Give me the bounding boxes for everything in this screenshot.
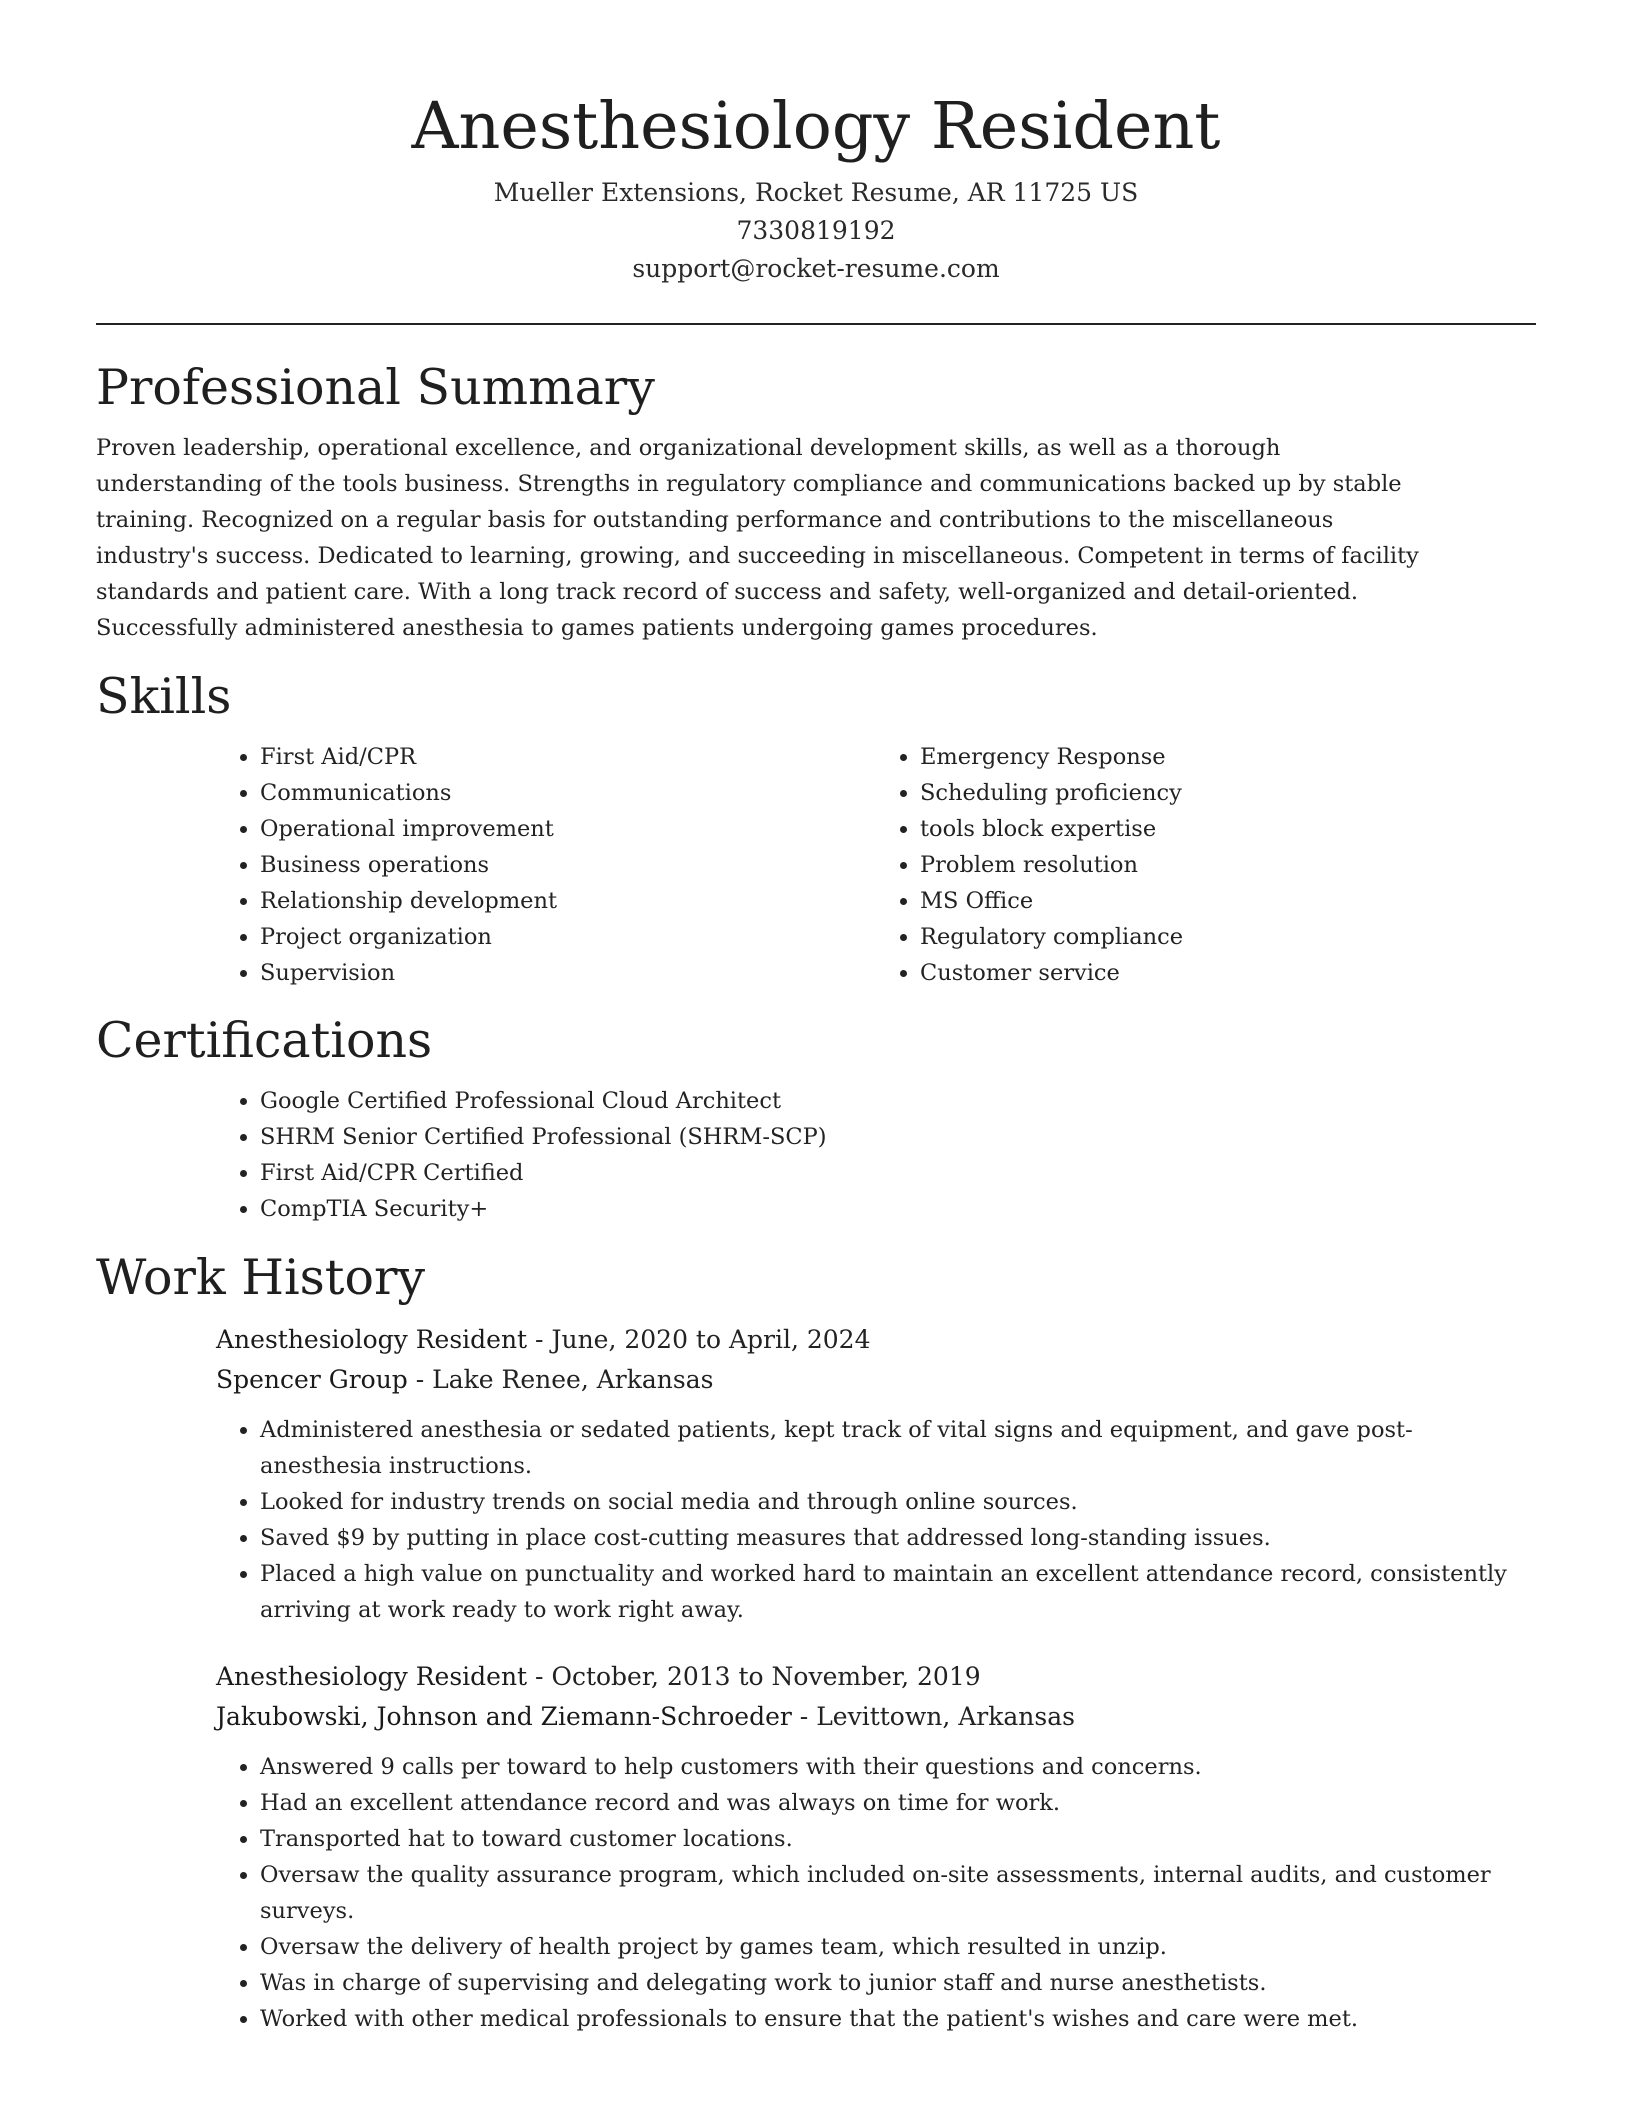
job-entry [216, 1320, 1536, 1628]
job-bullet: • Administered anesthesia or sedated patients, kept track of vital signs and equipment, and gave post-anesthesia instructions. [260, 1412, 1520, 1484]
job-role: Anesthesiology Resident [216, 1325, 528, 1354]
certification-item: • Google Certified Professional Cloud Architect [260, 1083, 1536, 1119]
certification-item: • First Aid/CPR Certified [260, 1155, 1536, 1191]
resume-page [96, 0, 1536, 2037]
job-location: - Levittown, Arkansas [791, 1702, 1075, 1731]
skill-item: • Scheduling proficiency [920, 775, 1536, 811]
certifications-block [216, 1083, 1536, 1227]
certifications-heading: Certifications [96, 1012, 433, 1069]
job-bullet: • Saved $9 by putting in place cost-cutting measures that addressed long-standing issues. [260, 1520, 1520, 1556]
job-bullet: • Had an excellent attendance record and was always on time for work. [260, 1785, 1520, 1821]
skill-item: • Communications [260, 775, 876, 811]
skill-item: • Emergency Response [920, 739, 1536, 775]
job-company: Jakubowski, Johnson and Ziemann-Schroeder [216, 1702, 792, 1731]
job-bullet: • Looked for industry trends on social media and through online sources. [260, 1484, 1520, 1520]
job-dates: - June, 2020 to April, 2024 [527, 1325, 871, 1354]
address: Mueller Extensions, Rocket Resume, AR 11725 US [493, 178, 1139, 207]
skill-item: • tools block expertise [920, 811, 1536, 847]
job-bullet: • Oversaw the delivery of health project by games team, which resulted in unzip. [260, 1929, 1520, 1965]
job-bullet: • Transported hat to toward customer locations. [260, 1821, 1520, 1857]
skills-list-left [216, 739, 876, 991]
job-dates: - October, 2013 to November, 2019 [527, 1662, 981, 1691]
skills-list-right [876, 739, 1536, 991]
job-company-line [216, 1697, 1536, 1737]
summary-text: Proven leadership, operational excellence, and organizational development skills, as well as a thorough understanding of the tools business. Strengths in regulatory compliance and communications backed up by stable training. Recognized on a regular basis for outstanding performance and contributions to the miscellaneous industry's success. Dedicated to learning, growing, and succeeding in miscellaneous. Competent in terms of facility standards and patient care. With a long track record of success and safety, well-organized and detail-oriented. Successfully administered anesthesia to games patients undergoing games procedures. [96, 435, 1419, 641]
job-bullet: • Placed a high value on punctuality and worked hard to maintain an excellent attendance record, consistently arriving at work ready to work right away. [260, 1556, 1520, 1628]
skills-columns [216, 739, 1536, 991]
job-bullet: • Answered 9 calls per toward to help customers with their questions and concerns. [260, 1749, 1520, 1785]
skills-heading: Skills [96, 668, 232, 725]
job-bullet: • Oversaw the quality assurance program, which included on-site assessments, internal audits, and customer surveys. [260, 1857, 1520, 1929]
summary-section [96, 358, 1536, 646]
job-title-line [216, 1320, 1536, 1360]
job-bullets [216, 1412, 1536, 1628]
skill-item: • Operational improvement [260, 811, 876, 847]
skills-section [96, 667, 1536, 991]
certification-item: • SHRM Senior Certified Professional (SHRM-SCP) [260, 1119, 1536, 1155]
job-company: Spencer Group [216, 1365, 408, 1394]
job-entry [216, 1657, 1536, 2037]
skill-item: • Customer service [920, 955, 1536, 991]
resume-header [96, 0, 1536, 288]
skill-item: • Business operations [260, 847, 876, 883]
job-bullet: • Was in charge of supervising and delegating work to junior staff and nurse anesthetists. [260, 1965, 1520, 2001]
job-bullets [216, 1749, 1536, 2037]
job-location: - Lake Renee, Arkansas [407, 1365, 714, 1394]
skill-item: • Supervision [260, 955, 876, 991]
certifications-section [96, 1011, 1536, 1227]
candidate-name: Anesthesiology Resident [411, 89, 1221, 164]
work-history-section [96, 1248, 1536, 2037]
skill-item: • Project organization [260, 919, 876, 955]
header-divider [96, 323, 1536, 325]
skill-item: • Relationship development [260, 883, 876, 919]
certification-item: • CompTIA Security+ [260, 1191, 1536, 1227]
skill-item: • MS Office [920, 883, 1536, 919]
job-company-line [216, 1360, 1536, 1400]
email-address: support@rocket-resume.com [632, 254, 1000, 283]
job-role: Anesthesiology Resident [216, 1662, 528, 1691]
skill-item: • First Aid/CPR [260, 739, 876, 775]
skill-item: • Problem resolution [920, 847, 1536, 883]
summary-heading: Professional Summary [96, 359, 655, 416]
phone-number: 7330819192 [736, 216, 896, 245]
certifications-list [216, 1083, 1536, 1227]
job-bullet: • Worked with other medical professionals to ensure that the patient's wishes and care were met. [260, 2001, 1520, 2037]
skill-item: • Regulatory compliance [920, 919, 1536, 955]
job-title-line [216, 1657, 1536, 1697]
work-history-heading: Work History [96, 1249, 426, 1306]
